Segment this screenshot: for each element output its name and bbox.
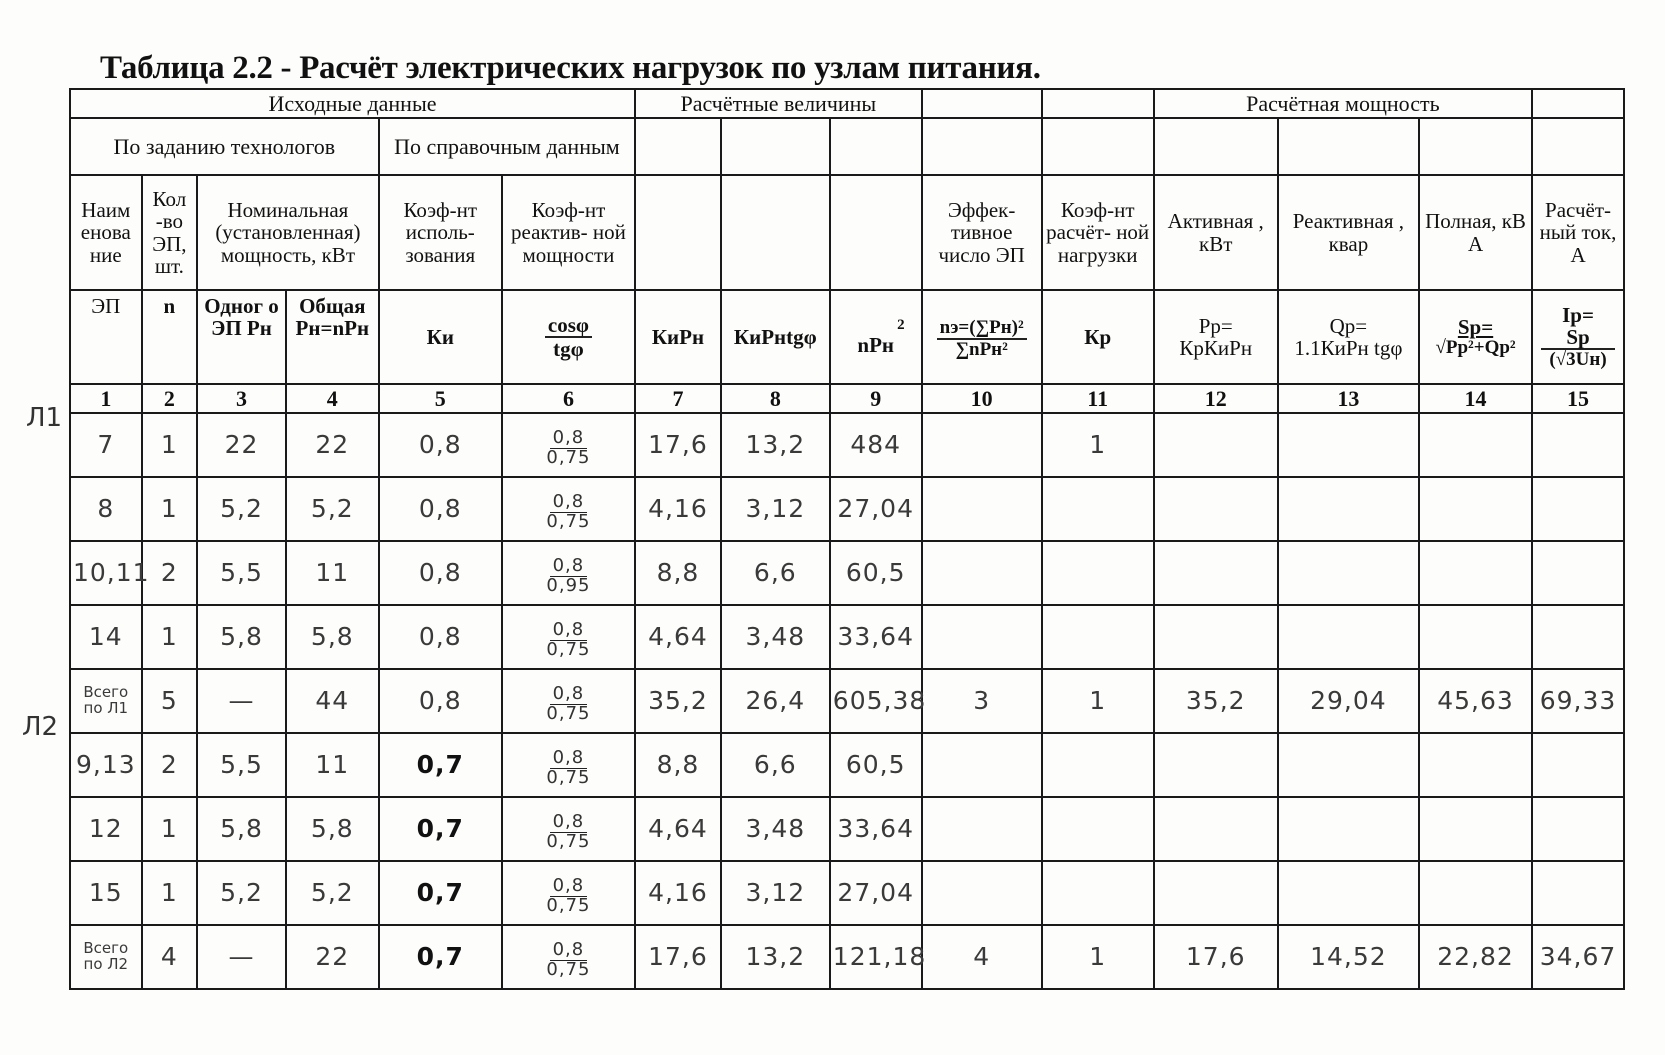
column-number: 7 [635,384,721,413]
cell-cos: 0,8 [550,813,588,833]
cell-c3: 5,8 [197,605,286,669]
cell-c14 [1419,861,1532,925]
cell-tg: 0,95 [546,575,591,596]
column-number: 4 [286,384,379,413]
cell-c11 [1042,797,1154,861]
cell-c2: 1 [142,861,197,925]
empty-cell [721,175,830,290]
column-number: 5 [379,384,502,413]
cos-tg-fraction [545,314,592,360]
column-number: 11 [1042,384,1154,413]
cell-c5: 0,8 [379,605,502,669]
cell-cos-tg [502,861,635,925]
group-empty-cell [1532,89,1624,118]
load-calculation-table [69,88,1625,990]
column-number: 3 [197,384,286,413]
cos-tg-value [546,749,590,788]
cell-c15 [1532,477,1624,541]
empty-cell [635,175,721,290]
cell-c5: 0,7 [379,861,502,925]
cell-cos-tg [502,541,635,605]
cos-tg-value [546,813,590,852]
empty-cell [1042,118,1154,175]
cell-c8: 6,6 [721,733,830,797]
cell-c5: 0,8 [379,541,502,605]
cell-c7: 35,2 [635,669,721,733]
cell-c2: 4 [142,925,197,989]
sym-ne-den: ∑nРн² [955,338,1008,360]
cell-c14 [1419,477,1532,541]
header-symbols-row [70,290,1624,384]
cell-c12 [1154,797,1278,861]
cell-c2: 5 [142,669,197,733]
cell-cos-tg [502,605,635,669]
table-row [70,925,1624,989]
cell-c4: 44 [286,669,379,733]
cell-c8: 3,48 [721,797,830,861]
sym-sp-bottom: √Рр²+Qр² [1435,337,1516,359]
cell-c7: 17,6 [635,925,721,989]
cell-c5: 0,7 [379,797,502,861]
col-full-header: Полная, кВ А [1419,175,1532,290]
cell-c1: 8 [70,477,142,541]
cell-c14 [1419,605,1532,669]
cell-c14 [1419,733,1532,797]
cell-c8: 3,12 [721,861,830,925]
cell-tg: 0,75 [546,895,591,916]
cell-c10 [922,541,1042,605]
cell-c13: 14,52 [1278,925,1419,989]
group-calculated-values: Расчётные величины [635,89,922,118]
cell-c13 [1278,541,1419,605]
cell-cos: 0,8 [550,621,588,641]
col-name-header: Наим енова ние [70,175,142,290]
table-row [70,797,1624,861]
cell-cos-tg [502,797,635,861]
cell-c8: 6,6 [721,541,830,605]
cell-c9: 27,04 [830,861,922,925]
cell-c11: 1 [1042,669,1154,733]
sym-pp-bottom: КрКиРн [1179,336,1253,360]
cell-c4: 5,8 [286,605,379,669]
cell-c4: 5,8 [286,797,379,861]
cell-c15 [1532,413,1624,477]
cell-cos: 0,8 [550,877,588,897]
cell-c12 [1154,477,1278,541]
cos-tg-value [546,685,590,724]
cell-cos: 0,8 [550,557,588,577]
cos-tg-value [546,429,590,468]
sym-pp-top: Рр= [1198,313,1233,338]
cell-c1: 9,13 [70,733,142,797]
cell-c5: 0,7 [379,925,502,989]
table-row [70,477,1624,541]
cell-c12 [1154,541,1278,605]
col-calc-load-coef-header: Коэф-нт расчёт- ной нагрузки [1042,175,1154,290]
cos-tg-value [546,493,590,532]
column-numbers-row [70,384,1624,413]
cell-c14 [1419,797,1532,861]
sym-single-power: Одног о ЭП Рн [197,290,286,384]
cell-c10 [922,413,1042,477]
cell-c9: 484 [830,413,922,477]
cell-c7: 4,64 [635,797,721,861]
empty-cell [1532,118,1624,175]
cell-c9: 27,04 [830,477,922,541]
column-number: 2 [142,384,197,413]
empty-cell [1419,118,1532,175]
cell-c1: 7 [70,413,142,477]
sym-ip-mid: Sр [1541,326,1615,350]
col-current-header: Расчёт- ный ток, А [1532,175,1624,290]
cell-c13 [1278,797,1419,861]
sym-npn: nРн [857,332,895,357]
cos-tg-value [546,941,590,980]
cell-c12: 35,2 [1154,669,1278,733]
empty-cell [830,118,922,175]
empty-cell [830,175,922,290]
cell-c8: 3,12 [721,477,830,541]
cell-c2: 2 [142,541,197,605]
col-reactive-header: Реактивная , квар [1278,175,1419,290]
sym-ip [1532,290,1624,384]
sym-qp-top: Qр= [1329,313,1368,338]
cell-c15: 69,33 [1532,669,1624,733]
cell-c1: 12 [70,797,142,861]
cell-c10 [922,861,1042,925]
cell-c11 [1042,541,1154,605]
sym-pp [1154,290,1278,384]
cell-c10: 4 [922,925,1042,989]
sym-cos: cosφ [545,314,592,338]
cell-c8: 13,2 [721,925,830,989]
cell-c12: 17,6 [1154,925,1278,989]
cell-c7: 4,16 [635,477,721,541]
table-row [70,605,1624,669]
cell-c3: 5,2 [197,477,286,541]
table-row [70,861,1624,925]
cell-c3: — [197,669,286,733]
cell-c1: 14 [70,605,142,669]
column-number: 13 [1278,384,1419,413]
cell-c4: 5,2 [286,861,379,925]
sym-npn2-exponent: 2 [897,317,905,334]
cell-tg: 0,75 [546,447,591,468]
col-reactive-coef-header: Коэф-нт реактив- ной мощности [502,175,635,290]
cell-c14 [1419,413,1532,477]
cell-c15 [1532,861,1624,925]
cell-c10 [922,477,1042,541]
cell-c2: 1 [142,797,197,861]
cell-c7: 4,16 [635,861,721,925]
empty-cell [922,118,1042,175]
sym-qp [1278,290,1419,384]
cell-tg: 0,75 [546,639,591,660]
cell-tg: 0,75 [546,511,591,532]
cell-c15 [1532,733,1624,797]
header-group-row [70,89,1624,118]
sym-ip-bottom: (√3Uн) [1549,349,1607,371]
cell-c15 [1532,605,1624,669]
document-title: Таблица 2.2 - Расчёт электрических нагрузок по узлам питания. [100,50,1041,86]
cell-c9: 60,5 [830,733,922,797]
cell-c9: 33,64 [830,605,922,669]
cell-c7: 8,8 [635,541,721,605]
cell-c11 [1042,733,1154,797]
cell-c10 [922,797,1042,861]
margin-label-l2: Л2 [22,712,59,742]
cell-cos-tg [502,477,635,541]
sym-ne-num: nэ=(∑Рн)² [937,318,1027,340]
cell-c15: 34,67 [1532,925,1624,989]
cell-c5: 0,7 [379,733,502,797]
sym-qp-bottom: 1.1КиРн tgφ [1294,336,1403,360]
empty-cell [721,118,830,175]
subgroup-technologists: По заданию технологов [70,118,379,175]
sym-ne [922,290,1042,384]
cell-c11: 1 [1042,925,1154,989]
col-usage-coef-header: Коэф-нт исполь- зования [379,175,502,290]
column-number: 1 [70,384,142,413]
cell-c11 [1042,861,1154,925]
cell-tg: 0,75 [546,767,591,788]
column-number: 8 [721,384,830,413]
table-row [70,733,1624,797]
group-calculated-power: Расчётная мощность [1154,89,1532,118]
cos-tg-value [546,877,590,916]
ne-fraction [937,318,1027,360]
empty-cell [1278,118,1419,175]
cell-c5: 0,8 [379,413,502,477]
cell-c3: 5,5 [197,541,286,605]
table-row [70,541,1624,605]
cell-c14: 45,63 [1419,669,1532,733]
margin-label-l1: Л1 [26,403,63,433]
sym-ep: ЭП [70,290,142,384]
cell-c3: 22 [197,413,286,477]
sym-tg: tgφ [553,337,584,361]
sym-kipn-tg: КиРнtgφ [721,290,830,384]
cell-c15 [1532,797,1624,861]
table-row [70,413,1624,477]
cell-cos-tg [502,733,635,797]
cell-c9: 33,64 [830,797,922,861]
cell-c4: 22 [286,413,379,477]
cell-c7: 8,8 [635,733,721,797]
cell-c3: 5,5 [197,733,286,797]
cell-c1: 10,11 [70,541,142,605]
cell-c13 [1278,605,1419,669]
sym-cos-tg [502,290,635,384]
cell-c13 [1278,733,1419,797]
col-active-header: Активная , кВт [1154,175,1278,290]
cell-c10 [922,733,1042,797]
cell-c2: 1 [142,477,197,541]
header-subgroup-row [70,118,1624,175]
column-number: 10 [922,384,1042,413]
cell-c7: 4,64 [635,605,721,669]
cell-c8: 13,2 [721,413,830,477]
col-effective-number-header: Эффек- тивное число ЭП [922,175,1042,290]
cell-c1: Всего по Л2 [70,925,142,989]
cell-c12 [1154,605,1278,669]
cell-cos: 0,8 [550,429,588,449]
cell-c9: 60,5 [830,541,922,605]
cell-c9: 121,18 [830,925,922,989]
col-count-header: Кол -во ЭП, шт. [142,175,197,290]
cell-c15 [1532,541,1624,605]
cell-c1: 15 [70,861,142,925]
cell-c3: 5,2 [197,861,286,925]
cell-cos: 0,8 [550,685,588,705]
cell-c12 [1154,861,1278,925]
cell-c11: 1 [1042,413,1154,477]
cell-c4: 22 [286,925,379,989]
cell-cos-tg [502,669,635,733]
cell-c13 [1278,861,1419,925]
cell-c12 [1154,733,1278,797]
cell-cos: 0,8 [550,941,588,961]
cell-c14 [1419,541,1532,605]
empty-cell [635,118,721,175]
cell-c12 [1154,413,1278,477]
cell-c7: 17,6 [635,413,721,477]
cell-c9: 605,38 [830,669,922,733]
cos-tg-value [546,621,590,660]
cell-c8: 3,48 [721,605,830,669]
column-number: 14 [1419,384,1532,413]
cell-c13 [1278,477,1419,541]
cos-tg-value [546,557,590,596]
sym-npn2 [830,290,922,384]
column-number: 9 [830,384,922,413]
cell-c13: 29,04 [1278,669,1419,733]
sym-sp [1419,290,1532,384]
column-number: 6 [502,384,635,413]
cell-tg: 0,75 [546,703,591,724]
cell-c11 [1042,477,1154,541]
cell-c2: 2 [142,733,197,797]
column-number: 15 [1532,384,1624,413]
cell-c2: 1 [142,413,197,477]
cell-tg: 0,75 [546,959,591,980]
header-names-row [70,175,1624,290]
cell-c3: 5,8 [197,797,286,861]
cell-c5: 0,8 [379,669,502,733]
sym-kipn: КиРн [635,290,721,384]
cell-tg: 0,75 [546,831,591,852]
cell-cos-tg [502,925,635,989]
cell-cos-tg [502,413,635,477]
cell-c4: 5,2 [286,477,379,541]
cell-c4: 11 [286,733,379,797]
table-row [70,669,1624,733]
empty-cell [1154,118,1278,175]
group-empty-cell [922,89,1042,118]
cell-c5: 0,8 [379,477,502,541]
sym-ki: Ки [379,290,502,384]
sym-n: n [142,290,197,384]
subgroup-reference: По справочным данным [379,118,635,175]
group-empty-cell [1042,89,1154,118]
column-number: 12 [1154,384,1278,413]
sym-kp: Кр [1042,290,1154,384]
group-source-data: Исходные данные [70,89,635,118]
cell-c3: — [197,925,286,989]
cell-c2: 1 [142,605,197,669]
cell-c4: 11 [286,541,379,605]
cell-c11 [1042,605,1154,669]
sym-ip-top: Iр= [1562,302,1594,327]
cell-c1: Всего по Л1 [70,669,142,733]
sym-sp-top: Sр= [1457,315,1494,339]
cell-c13 [1278,413,1419,477]
cell-c14: 22,82 [1419,925,1532,989]
cell-cos: 0,8 [550,493,588,513]
sym-total-power: Общая Рн=nРн [286,290,379,384]
cell-c8: 26,4 [721,669,830,733]
cell-c10: 3 [922,669,1042,733]
cell-cos: 0,8 [550,749,588,769]
cell-c10 [922,605,1042,669]
col-nominal-power-header: Номинальная (установленная) мощность, кВт [197,175,379,290]
